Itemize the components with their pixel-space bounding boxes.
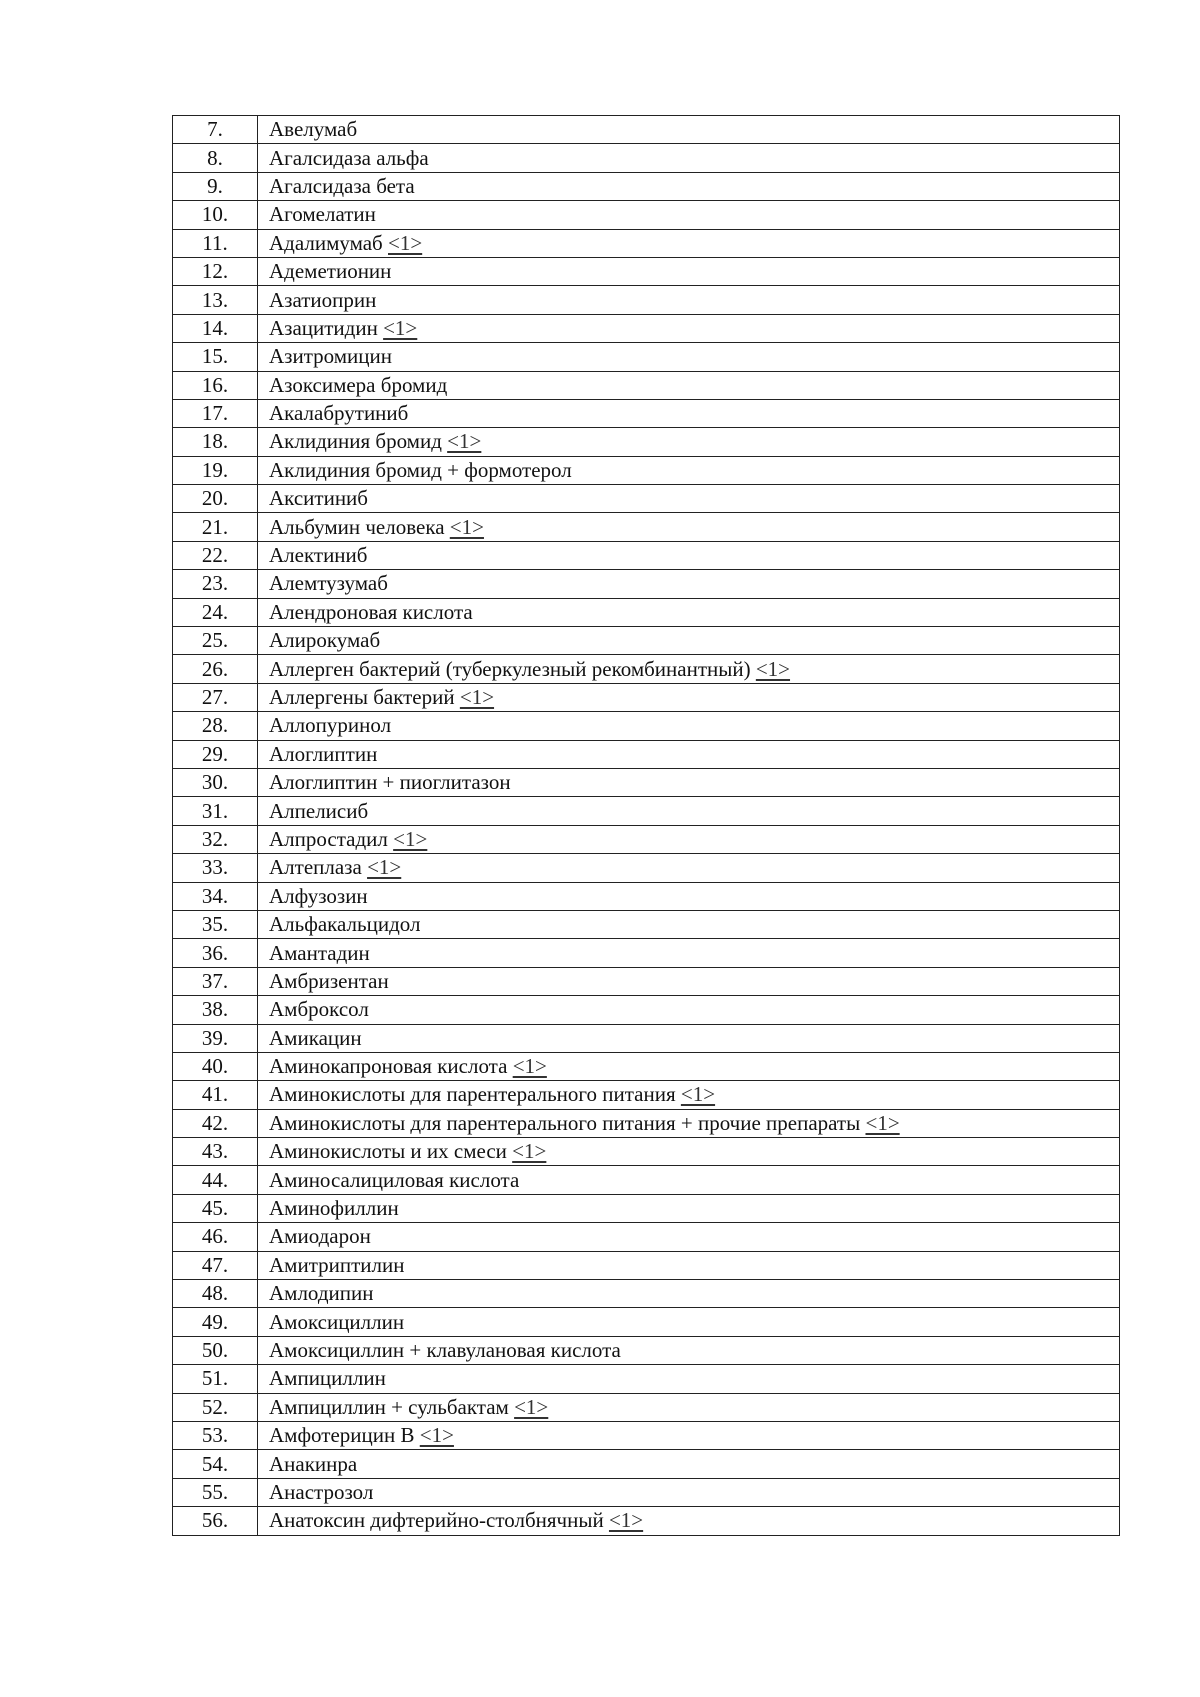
table-row bbox=[173, 343, 1120, 371]
footnote-link[interactable]: <1> bbox=[514, 1394, 549, 1419]
row-number: 27. bbox=[173, 683, 258, 711]
footnote-link[interactable]: <1> bbox=[447, 429, 482, 454]
drug-name: Адалимумаб bbox=[269, 230, 383, 255]
row-number: 17. bbox=[173, 399, 258, 427]
drug-name-cell bbox=[258, 967, 1120, 995]
drug-name-cell bbox=[258, 1365, 1120, 1393]
drug-name: Аллерген бактерий (туберкулезный рекомбинантный) bbox=[269, 656, 751, 681]
drug-name: Анатоксин дифтерийно-столбнячный bbox=[269, 1508, 604, 1533]
footnote-link[interactable]: <1> bbox=[367, 855, 402, 880]
footnote-link[interactable]: <1> bbox=[419, 1423, 454, 1448]
drug-name-cell bbox=[258, 996, 1120, 1024]
table-row bbox=[173, 882, 1120, 910]
table-row bbox=[173, 910, 1120, 938]
row-number: 49. bbox=[173, 1308, 258, 1336]
row-number: 45. bbox=[173, 1194, 258, 1222]
table-row bbox=[173, 513, 1120, 541]
drug-name-cell bbox=[258, 1393, 1120, 1421]
drug-name: Альфакальцидол bbox=[269, 912, 421, 937]
drug-name-cell bbox=[258, 1336, 1120, 1364]
drug-name-cell bbox=[258, 1308, 1120, 1336]
drug-name-cell bbox=[258, 598, 1120, 626]
footnote-link[interactable]: <1> bbox=[512, 1054, 547, 1079]
row-number: 41. bbox=[173, 1081, 258, 1109]
row-number: 46. bbox=[173, 1223, 258, 1251]
row-number: 35. bbox=[173, 910, 258, 938]
drug-name: Аминосалициловая кислота bbox=[269, 1167, 520, 1192]
footnote-link[interactable]: <1> bbox=[393, 826, 428, 851]
row-number: 15. bbox=[173, 343, 258, 371]
row-number: 47. bbox=[173, 1251, 258, 1279]
drug-name: Амоксициллин + клавулановая кислота bbox=[269, 1337, 621, 1362]
drug-name-cell bbox=[258, 485, 1120, 513]
drug-name: Агомелатин bbox=[269, 202, 376, 227]
drug-name: Адеметионин bbox=[269, 259, 392, 284]
table-row bbox=[173, 314, 1120, 342]
drug-name-cell bbox=[258, 1478, 1120, 1506]
row-number: 40. bbox=[173, 1052, 258, 1080]
drug-name-cell bbox=[258, 371, 1120, 399]
table-row bbox=[173, 1421, 1120, 1449]
table-row bbox=[173, 627, 1120, 655]
drug-name-cell bbox=[258, 1421, 1120, 1449]
drug-name-cell bbox=[258, 1251, 1120, 1279]
row-number: 21. bbox=[173, 513, 258, 541]
table-row bbox=[173, 485, 1120, 513]
table-row bbox=[173, 996, 1120, 1024]
drug-name-cell bbox=[258, 116, 1120, 144]
drug-name: Алпростадил bbox=[269, 826, 388, 851]
table-row bbox=[173, 116, 1120, 144]
row-number: 48. bbox=[173, 1280, 258, 1308]
drug-name: Авелумаб bbox=[269, 117, 358, 142]
row-number: 28. bbox=[173, 712, 258, 740]
table-row bbox=[173, 1251, 1120, 1279]
drug-name-cell bbox=[258, 1109, 1120, 1137]
drug-name-cell bbox=[258, 797, 1120, 825]
drug-name: Агалсидаза бета bbox=[269, 173, 415, 198]
row-number: 54. bbox=[173, 1450, 258, 1478]
row-number: 25. bbox=[173, 627, 258, 655]
row-number: 37. bbox=[173, 967, 258, 995]
drug-name-cell bbox=[258, 513, 1120, 541]
drug-name-cell bbox=[258, 825, 1120, 853]
drug-name: Аминокапроновая кислота bbox=[269, 1054, 508, 1079]
table-row bbox=[173, 1052, 1120, 1080]
drug-name: Ампициллин bbox=[269, 1366, 386, 1391]
footnote-link[interactable]: <1> bbox=[388, 230, 423, 255]
drug-name-cell bbox=[258, 172, 1120, 200]
drug-name: Аклидиния бромид bbox=[269, 429, 442, 454]
drug-name: Алендроновая кислота bbox=[269, 599, 473, 624]
drug-name: Алтеплаза bbox=[269, 855, 362, 880]
row-number: 24. bbox=[173, 598, 258, 626]
table-row bbox=[173, 825, 1120, 853]
drug-name-cell bbox=[258, 854, 1120, 882]
row-number: 32. bbox=[173, 825, 258, 853]
drug-list-body bbox=[173, 116, 1120, 1536]
drug-name-cell bbox=[258, 456, 1120, 484]
row-number: 20. bbox=[173, 485, 258, 513]
drug-name: Аминокислоты и их смеси bbox=[269, 1139, 507, 1164]
row-number: 42. bbox=[173, 1109, 258, 1137]
row-number: 55. bbox=[173, 1478, 258, 1506]
footnote-link[interactable]: <1> bbox=[512, 1139, 547, 1164]
table-row bbox=[173, 1024, 1120, 1052]
drug-name-cell bbox=[258, 1138, 1120, 1166]
footnote-link[interactable]: <1> bbox=[608, 1508, 644, 1533]
table-row bbox=[173, 229, 1120, 257]
table-row bbox=[173, 967, 1120, 995]
drug-name: Альбумин человека bbox=[269, 514, 445, 539]
table-row bbox=[173, 286, 1120, 314]
table-row bbox=[173, 939, 1120, 967]
drug-name: Алемтузумаб bbox=[269, 571, 388, 596]
row-number: 52. bbox=[173, 1393, 258, 1421]
table-row bbox=[173, 1081, 1120, 1109]
drug-name-cell bbox=[258, 399, 1120, 427]
table-row bbox=[173, 1223, 1120, 1251]
row-number: 30. bbox=[173, 768, 258, 796]
drug-name: Аллергены бактерий bbox=[269, 685, 455, 709]
table-row bbox=[173, 456, 1120, 484]
drug-name-cell bbox=[258, 570, 1120, 598]
drug-list-table bbox=[172, 115, 1120, 1536]
drug-name: Азоксимера бромид bbox=[269, 372, 448, 397]
row-number: 16. bbox=[173, 371, 258, 399]
table-row bbox=[173, 144, 1120, 172]
drug-name-cell bbox=[258, 910, 1120, 938]
drug-name-cell bbox=[258, 1507, 1120, 1535]
table-row bbox=[173, 655, 1120, 683]
drug-name: Аклидиния бромид + формотерол bbox=[269, 457, 572, 482]
drug-name-cell bbox=[258, 286, 1120, 314]
drug-name: Алоглиптин bbox=[269, 741, 378, 766]
drug-name-cell bbox=[258, 1081, 1120, 1109]
drug-name-cell bbox=[258, 229, 1120, 257]
drug-name: Азацитидин bbox=[269, 315, 378, 340]
row-number: 36. bbox=[173, 939, 258, 967]
footnote-link[interactable]: <1> bbox=[449, 514, 484, 539]
row-number: 50. bbox=[173, 1336, 258, 1364]
table-row bbox=[173, 683, 1120, 711]
drug-name-cell bbox=[258, 882, 1120, 910]
drug-name: Алектиниб bbox=[269, 543, 368, 568]
table-row bbox=[173, 1194, 1120, 1222]
drug-name-cell bbox=[258, 740, 1120, 768]
table-row bbox=[173, 740, 1120, 768]
drug-name: Агалсидаза альфа bbox=[269, 145, 429, 170]
table-row bbox=[173, 768, 1120, 796]
table-row bbox=[173, 1478, 1120, 1506]
row-number: 31. bbox=[173, 797, 258, 825]
drug-name: Акалабрутиниб bbox=[269, 401, 409, 426]
table-row bbox=[173, 712, 1120, 740]
row-number: 13. bbox=[173, 286, 258, 314]
drug-name-cell bbox=[258, 1052, 1120, 1080]
table-row bbox=[173, 172, 1120, 200]
drug-name-cell bbox=[258, 428, 1120, 456]
drug-name: Амиодарон bbox=[269, 1224, 371, 1249]
footnote-link[interactable]: <1> bbox=[459, 685, 495, 709]
drug-name: Амброксол bbox=[269, 997, 369, 1022]
table-row bbox=[173, 399, 1120, 427]
row-number: 26. bbox=[173, 655, 258, 683]
drug-name-cell bbox=[258, 683, 1120, 711]
drug-name-cell bbox=[258, 655, 1120, 683]
drug-name: Амикацин bbox=[269, 1025, 362, 1050]
drug-name: Амоксициллин bbox=[269, 1309, 405, 1334]
drug-name-cell bbox=[258, 1223, 1120, 1251]
drug-name-cell bbox=[258, 939, 1120, 967]
drug-name: Алоглиптин + пиоглитазон bbox=[269, 770, 511, 795]
drug-name: Алпелисиб bbox=[269, 798, 369, 823]
row-number: 7. bbox=[173, 116, 258, 144]
drug-name-cell bbox=[258, 541, 1120, 569]
table-row bbox=[173, 854, 1120, 882]
row-number: 39. bbox=[173, 1024, 258, 1052]
table-row bbox=[173, 371, 1120, 399]
table-row bbox=[173, 1365, 1120, 1393]
drug-name: Аминокислоты для парентерального питания + прочие препараты bbox=[269, 1110, 861, 1135]
row-number: 14. bbox=[173, 314, 258, 342]
table-row bbox=[173, 257, 1120, 285]
row-number: 10. bbox=[173, 201, 258, 229]
drug-name-cell bbox=[258, 257, 1120, 285]
drug-name-cell bbox=[258, 627, 1120, 655]
table-row bbox=[173, 1507, 1120, 1535]
row-number: 38. bbox=[173, 996, 258, 1024]
drug-name: Амбризентан bbox=[269, 968, 389, 993]
table-row bbox=[173, 1166, 1120, 1194]
drug-name-cell bbox=[258, 1166, 1120, 1194]
drug-name: Акситиниб bbox=[269, 486, 368, 511]
drug-name: Аминокислоты для парентерального питания bbox=[269, 1082, 676, 1107]
row-number: 51. bbox=[173, 1365, 258, 1393]
table-row bbox=[173, 541, 1120, 569]
table-row bbox=[173, 1109, 1120, 1137]
row-number: 11. bbox=[173, 229, 258, 257]
table-row bbox=[173, 428, 1120, 456]
footnote-link[interactable]: <1> bbox=[755, 656, 791, 681]
drug-name-cell bbox=[258, 144, 1120, 172]
row-number: 18. bbox=[173, 428, 258, 456]
drug-name: Амантадин bbox=[269, 940, 370, 965]
footnote-link[interactable]: <1> bbox=[680, 1082, 716, 1107]
drug-name-cell bbox=[258, 314, 1120, 342]
drug-name-cell bbox=[258, 1280, 1120, 1308]
drug-name-cell bbox=[258, 201, 1120, 229]
drug-name: Аллопуринол bbox=[269, 713, 392, 738]
drug-name: Анакинра bbox=[269, 1451, 358, 1476]
table-row bbox=[173, 1393, 1120, 1421]
row-number: 9. bbox=[173, 172, 258, 200]
table-row bbox=[173, 1450, 1120, 1478]
drug-name-cell bbox=[258, 712, 1120, 740]
row-number: 29. bbox=[173, 740, 258, 768]
drug-name: Алирокумаб bbox=[269, 628, 381, 653]
drug-name: Амлодипин bbox=[269, 1281, 374, 1306]
row-number: 33. bbox=[173, 854, 258, 882]
footnote-link[interactable]: <1> bbox=[865, 1110, 900, 1135]
drug-name-cell bbox=[258, 768, 1120, 796]
row-number: 43. bbox=[173, 1138, 258, 1166]
row-number: 44. bbox=[173, 1166, 258, 1194]
table-row bbox=[173, 1336, 1120, 1364]
drug-name: Амитриптилин bbox=[269, 1252, 405, 1277]
drug-name: Ампициллин + сульбактам bbox=[269, 1394, 509, 1419]
drug-name-cell bbox=[258, 1024, 1120, 1052]
drug-name-cell bbox=[258, 1450, 1120, 1478]
drug-name: Аминофиллин bbox=[269, 1196, 399, 1221]
row-number: 56. bbox=[173, 1507, 258, 1535]
row-number: 8. bbox=[173, 144, 258, 172]
table-row bbox=[173, 1280, 1120, 1308]
row-number: 22. bbox=[173, 541, 258, 569]
row-number: 19. bbox=[173, 456, 258, 484]
table-row bbox=[173, 201, 1120, 229]
table-row bbox=[173, 598, 1120, 626]
row-number: 23. bbox=[173, 570, 258, 598]
drug-name-cell bbox=[258, 1194, 1120, 1222]
drug-name: Азитромицин bbox=[269, 344, 392, 369]
table-row bbox=[173, 797, 1120, 825]
row-number: 12. bbox=[173, 257, 258, 285]
row-number: 34. bbox=[173, 882, 258, 910]
footnote-link[interactable]: <1> bbox=[383, 315, 418, 340]
table-row bbox=[173, 570, 1120, 598]
table-row bbox=[173, 1308, 1120, 1336]
drug-name: Азатиоприн bbox=[269, 287, 377, 312]
row-number: 53. bbox=[173, 1421, 258, 1449]
drug-name-cell bbox=[258, 343, 1120, 371]
drug-name: Алфузозин bbox=[269, 883, 368, 908]
table-row bbox=[173, 1138, 1120, 1166]
drug-name: Анастрозол bbox=[269, 1479, 374, 1504]
drug-name: Амфотерицин B bbox=[269, 1423, 415, 1448]
